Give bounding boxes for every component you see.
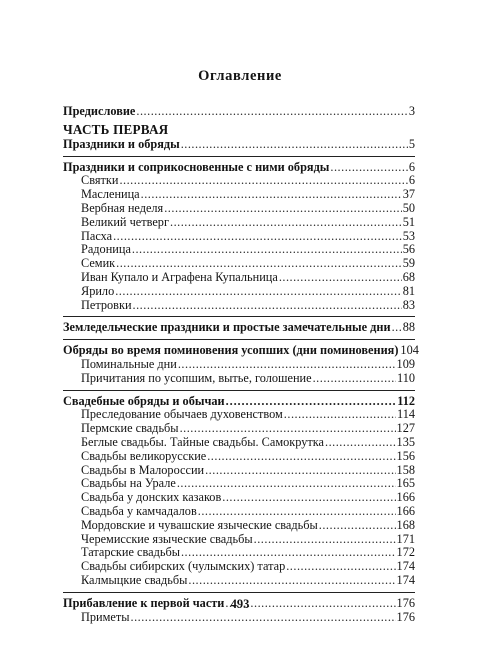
section-divider	[63, 316, 415, 317]
toc-entry[interactable]	[63, 216, 415, 230]
toc-entry-page: 50	[402, 200, 415, 215]
toc-leader	[207, 450, 395, 464]
toc-entry[interactable]	[63, 491, 415, 505]
toc-entry-page: 6	[408, 159, 415, 174]
toc-entry[interactable]	[63, 358, 415, 372]
toc-entry-page: 166	[396, 503, 415, 518]
toc-leader	[330, 161, 407, 175]
toc-entry[interactable]	[63, 533, 415, 547]
toc-entry-page: 51	[402, 214, 415, 229]
toc-entry-page: 56	[402, 242, 415, 257]
toc-leader	[177, 477, 396, 491]
toc-entry-page: 176	[396, 595, 415, 610]
toc-leader	[133, 299, 402, 313]
toc-entry-label: Свадьба у камчадалов	[81, 503, 197, 518]
toc-entry-label: Причитания по усопшим, вытье, голошение	[81, 370, 312, 385]
toc-leader	[141, 188, 402, 202]
toc-entry[interactable]	[63, 436, 415, 450]
section-divider	[63, 390, 415, 391]
toc-entry-label: Свадьбы в Малороссии	[81, 462, 205, 477]
toc-entry[interactable]	[63, 372, 415, 386]
page-number: 493	[230, 597, 250, 611]
toc-leader	[178, 358, 396, 372]
toc-entry-page: 59	[402, 256, 415, 271]
section-divider	[63, 156, 415, 157]
toc-entry-page: 176	[396, 609, 415, 624]
toc-entry[interactable]	[63, 138, 415, 152]
toc-entry[interactable]	[63, 174, 415, 188]
toc-entry-page: 110	[397, 370, 415, 385]
toc-entry-label: Иван Купало и Аграфена Купальница	[81, 269, 278, 284]
toc-entry-label: Великий четверг	[81, 214, 169, 229]
toc-entry-page: 5	[408, 136, 415, 151]
toc-entry[interactable]	[63, 408, 415, 422]
toc-entry-label: Предисловие	[63, 104, 136, 118]
toc-leader	[119, 174, 407, 188]
toc-entry[interactable]	[63, 321, 415, 335]
toc-entry-page: 135	[396, 434, 415, 449]
toc-entry-page: 127	[396, 421, 415, 436]
toc-entry-label: Татарские свадьбы	[81, 545, 180, 560]
toc-entry[interactable]	[63, 343, 419, 358]
toc-entry-label: Свадьбы на Урале	[81, 476, 176, 491]
toc-entry-label: Праздники и обряды	[63, 136, 180, 151]
toc-entry-page: 112	[397, 393, 415, 408]
toc-leader	[279, 271, 402, 285]
toc-entry-page: 6	[408, 173, 415, 188]
toc-entry-page: 104	[400, 343, 419, 358]
toc-part-heading: ЧАСТЬ ПЕРВАЯ	[63, 121, 169, 137]
toc-entry-label: Свадьбы сибирских (чулымских) татар	[81, 559, 286, 574]
toc-entry-page: 68	[402, 269, 415, 284]
toc-entry-page: 158	[396, 462, 415, 477]
toc-entry-page: 88	[402, 320, 415, 335]
toc-entry[interactable]	[63, 519, 415, 533]
toc-leader	[170, 216, 402, 230]
toc-leader	[222, 491, 395, 505]
toc-leader	[164, 202, 401, 216]
toc-entry-label: Семик	[81, 256, 116, 271]
toc-entry-label: Петровки	[81, 297, 132, 312]
toc-entry-page: 171	[396, 531, 415, 546]
toc-entry[interactable]	[63, 464, 415, 478]
toc-leader	[226, 395, 397, 409]
toc-entry-label: Преследование обычаев духовенством	[81, 407, 283, 422]
toc-entry-page: 81	[402, 283, 415, 298]
toc-leader	[188, 574, 395, 588]
toc-entry-label: Приметы	[81, 609, 130, 624]
toc-entry[interactable]	[63, 105, 415, 119]
toc-leader	[180, 422, 396, 436]
toc-entry-page: 3	[408, 104, 415, 118]
toc-entry[interactable]	[63, 611, 415, 625]
toc-entry[interactable]	[63, 560, 415, 574]
toc-leader	[131, 611, 396, 625]
toc-entry[interactable]	[63, 285, 415, 299]
toc-entry[interactable]	[63, 257, 415, 271]
toc-entry-label: Пермские свадьбы	[81, 421, 179, 436]
toc-entry-label: Масленица	[81, 187, 140, 202]
toc-entry[interactable]	[63, 574, 415, 588]
toc-entry-label: Праздники и соприкосновенные с ними обряды	[63, 159, 330, 174]
toc-leader	[136, 105, 407, 119]
toc-entry[interactable]	[63, 188, 415, 202]
toc-entry[interactable]	[63, 202, 415, 216]
toc-entry[interactable]	[63, 230, 415, 244]
toc-entry-page: 166	[396, 490, 415, 505]
toc-leader	[198, 505, 396, 519]
toc-entry-label: Свадьба у донских казаков	[81, 490, 222, 505]
toc-entry[interactable]	[63, 299, 415, 313]
toc-leader	[113, 230, 402, 244]
toc-leader	[284, 408, 396, 422]
toc-title: Оглавление	[198, 68, 282, 84]
toc-entry[interactable]	[63, 477, 415, 491]
toc-entry-page: 83	[402, 297, 415, 312]
toc-entry[interactable]	[63, 450, 415, 464]
toc-entry-page: 156	[396, 448, 415, 463]
toc-leader	[181, 138, 408, 152]
toc-entry-label: Беглые свадьбы. Тайные свадьбы. Самокрутка	[81, 434, 324, 449]
toc-entry-page: 114	[397, 407, 415, 422]
toc-entry[interactable]	[63, 243, 415, 257]
toc-entry-page: 37	[402, 187, 415, 202]
toc-entry-page: 172	[396, 545, 415, 560]
toc-leader	[116, 257, 402, 271]
toc-entry-page: 165	[396, 476, 415, 491]
toc-entry-label: Святки	[81, 173, 119, 188]
toc-entry[interactable]	[63, 546, 415, 560]
toc-entry-label: Ярило	[81, 283, 115, 298]
toc-entry[interactable]	[63, 271, 415, 285]
toc-entry-page: 174	[396, 559, 415, 574]
toc-entry-label: Радоница	[81, 242, 131, 257]
toc-entry-page: 53	[402, 228, 415, 243]
toc-entry-label: Калмыцкие свадьбы	[81, 572, 188, 587]
toc-entry-label: Мордовские и чувашские языческие свадьбы	[81, 517, 318, 532]
toc-leader	[392, 321, 402, 335]
toc-entry-page: 109	[396, 356, 415, 371]
toc-entry-label: Поминальные дни	[81, 356, 177, 371]
toc-entry[interactable]	[63, 161, 415, 175]
toc-leader	[181, 546, 396, 560]
toc-leader	[132, 243, 402, 257]
toc-entry-page: 168	[396, 517, 415, 532]
section-divider	[63, 339, 415, 340]
toc-entry-label: Черемисские языческие свадьбы	[81, 531, 253, 546]
toc-leader	[319, 519, 396, 533]
toc-leader	[205, 464, 395, 478]
toc-entry-page: 174	[396, 572, 415, 587]
toc-entry-label: Прибавление к первой части	[63, 595, 225, 610]
toc-entry-label: Земледельческие праздники и простые замечательные дни	[63, 320, 391, 335]
toc-leader	[313, 372, 396, 386]
toc-entry[interactable]	[63, 422, 415, 436]
toc-entry[interactable]	[63, 505, 415, 519]
toc-entry-label: Свадьбы великорусские	[81, 448, 207, 463]
section-divider	[63, 592, 415, 593]
toc-leader	[286, 560, 395, 574]
toc-entry-label: Обряды во время поминовения усопших (дни поминовения)	[63, 343, 399, 358]
table-of-contents	[63, 100, 419, 624]
toc-leader	[325, 436, 396, 450]
toc-leader	[115, 285, 401, 299]
toc-entry-label: Вербная неделя	[81, 200, 164, 215]
toc-entry-label: Пасха	[81, 228, 113, 243]
toc-leader	[254, 533, 396, 547]
toc-entry-label: Свадебные обряды и обычаи	[63, 393, 225, 408]
toc-entry[interactable]	[63, 395, 415, 409]
